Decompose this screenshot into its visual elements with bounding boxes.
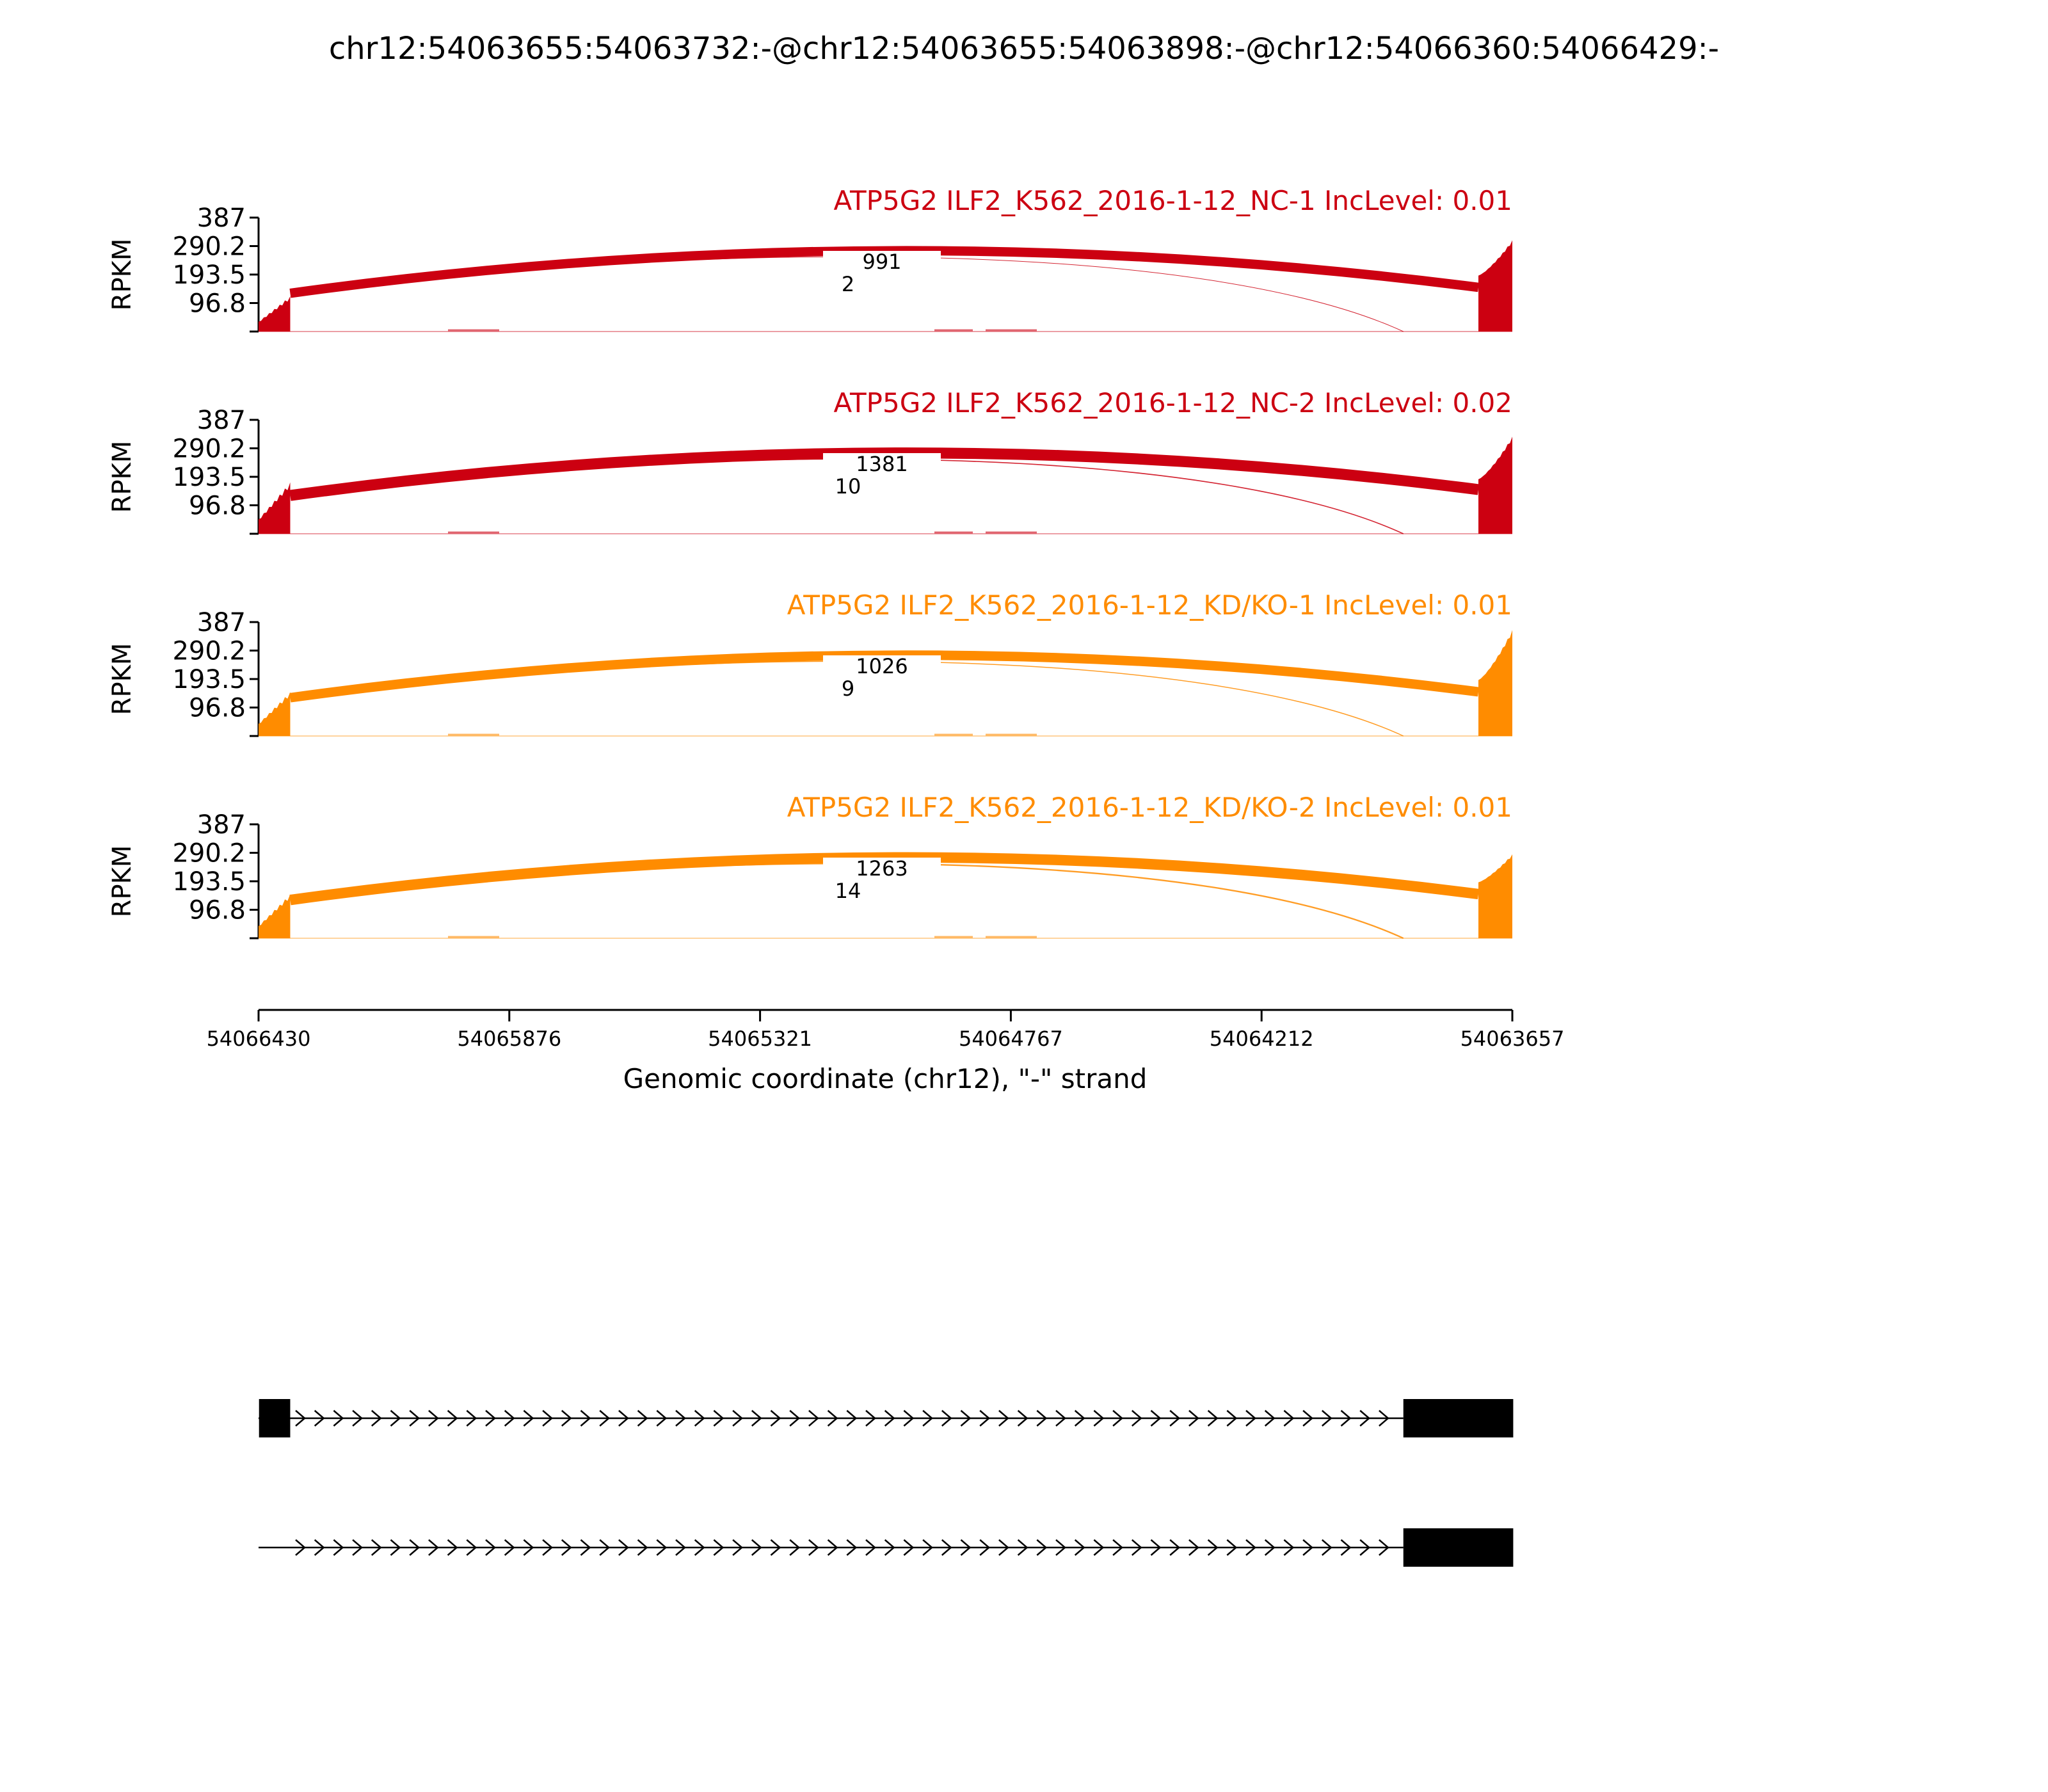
y-tick-label: 387 [196, 406, 246, 435]
y-tick-label: 193.5 [172, 867, 246, 897]
coverage-right-exon [1478, 630, 1512, 736]
coverage-left-exon [259, 296, 291, 332]
y-tick-label: 387 [196, 810, 246, 840]
y-tick-label: 96.8 [188, 895, 246, 925]
x-axis [207, 1010, 1565, 1094]
junction-label-box [819, 274, 915, 296]
exon-block [1404, 1528, 1514, 1567]
panel-label: ATP5G2 ILF2_K562_2016-1-12_NC-1 IncLevel: 0.01 [833, 185, 1512, 216]
coverage-left-exon [259, 894, 291, 938]
figure-title: chr12:54063655:54063732:-@chr12:54063655:54063898:-@chr12:54066360:54066429:- [328, 31, 1720, 67]
panel-label: ATP5G2 ILF2_K562_2016-1-12_KD/KO-2 IncLevel: 0.01 [787, 792, 1512, 823]
isoform [259, 1399, 1513, 1437]
junction-read-count: 14 [835, 879, 861, 903]
coverage-right-exon [1478, 240, 1512, 332]
x-tick-label: 54064767 [958, 1027, 1063, 1051]
junction-read-count: 9 [841, 676, 855, 701]
panel-label: ATP5G2 ILF2_K562_2016-1-12_NC-2 IncLevel: 0.02 [833, 387, 1512, 419]
y-tick-label: 193.5 [172, 665, 246, 694]
x-tick-label: 54064212 [1209, 1027, 1314, 1051]
x-tick-label: 54066430 [206, 1027, 311, 1051]
junction-read-count: 10 [835, 474, 861, 499]
sashimi-panel [108, 589, 1512, 736]
y-tick-label: 96.8 [188, 491, 246, 521]
sashimi-panels [108, 185, 1512, 938]
panel-label: ATP5G2 ILF2_K562_2016-1-12_KD/KO-1 IncLevel: 0.01 [787, 589, 1512, 621]
x-tick-label: 54063657 [1460, 1027, 1565, 1051]
y-tick-label: 193.5 [172, 463, 246, 492]
isoform-track [259, 1399, 1513, 1567]
y-axis-label: RPKM [108, 845, 137, 918]
x-tick-label: 54065321 [708, 1027, 813, 1051]
junction-read-count: 1381 [856, 452, 908, 476]
y-axis-label: RPKM [108, 643, 137, 716]
y-tick-label: 96.8 [188, 289, 246, 319]
coverage-right-exon [1478, 854, 1512, 938]
sashimi-panel [108, 792, 1512, 938]
exon-block [1404, 1399, 1514, 1437]
isoform [259, 1528, 1513, 1567]
junction-label-box [819, 678, 915, 700]
y-tick-label: 290.2 [172, 232, 246, 262]
coverage-left-exon [259, 692, 291, 736]
y-tick-label: 193.5 [172, 260, 246, 290]
junction-read-count: 1026 [856, 654, 908, 678]
y-tick-label: 290.2 [172, 434, 246, 464]
junction-label-box [819, 881, 915, 902]
y-tick-label: 290.2 [172, 838, 246, 868]
coverage-right-exon [1478, 436, 1512, 534]
y-axis-label: RPKM [108, 238, 137, 311]
exon-block [259, 1399, 291, 1437]
y-axis-label: RPKM [108, 440, 137, 513]
junction-read-count: 2 [841, 272, 855, 296]
sashimi-panel [108, 185, 1512, 332]
x-axis-label: Genomic coordinate (chr12), "-" strand [623, 1063, 1148, 1094]
junction-label-box [819, 476, 915, 498]
coverage-left-exon [259, 483, 291, 534]
sashimi-panel [108, 387, 1512, 534]
x-tick-label: 54065876 [457, 1027, 562, 1051]
y-tick-label: 96.8 [188, 693, 246, 723]
junction-read-count: 991 [862, 250, 902, 274]
junction-read-count: 1263 [856, 856, 908, 881]
y-tick-label: 387 [196, 204, 246, 233]
y-tick-label: 387 [196, 608, 246, 637]
y-tick-label: 290.2 [172, 636, 246, 666]
